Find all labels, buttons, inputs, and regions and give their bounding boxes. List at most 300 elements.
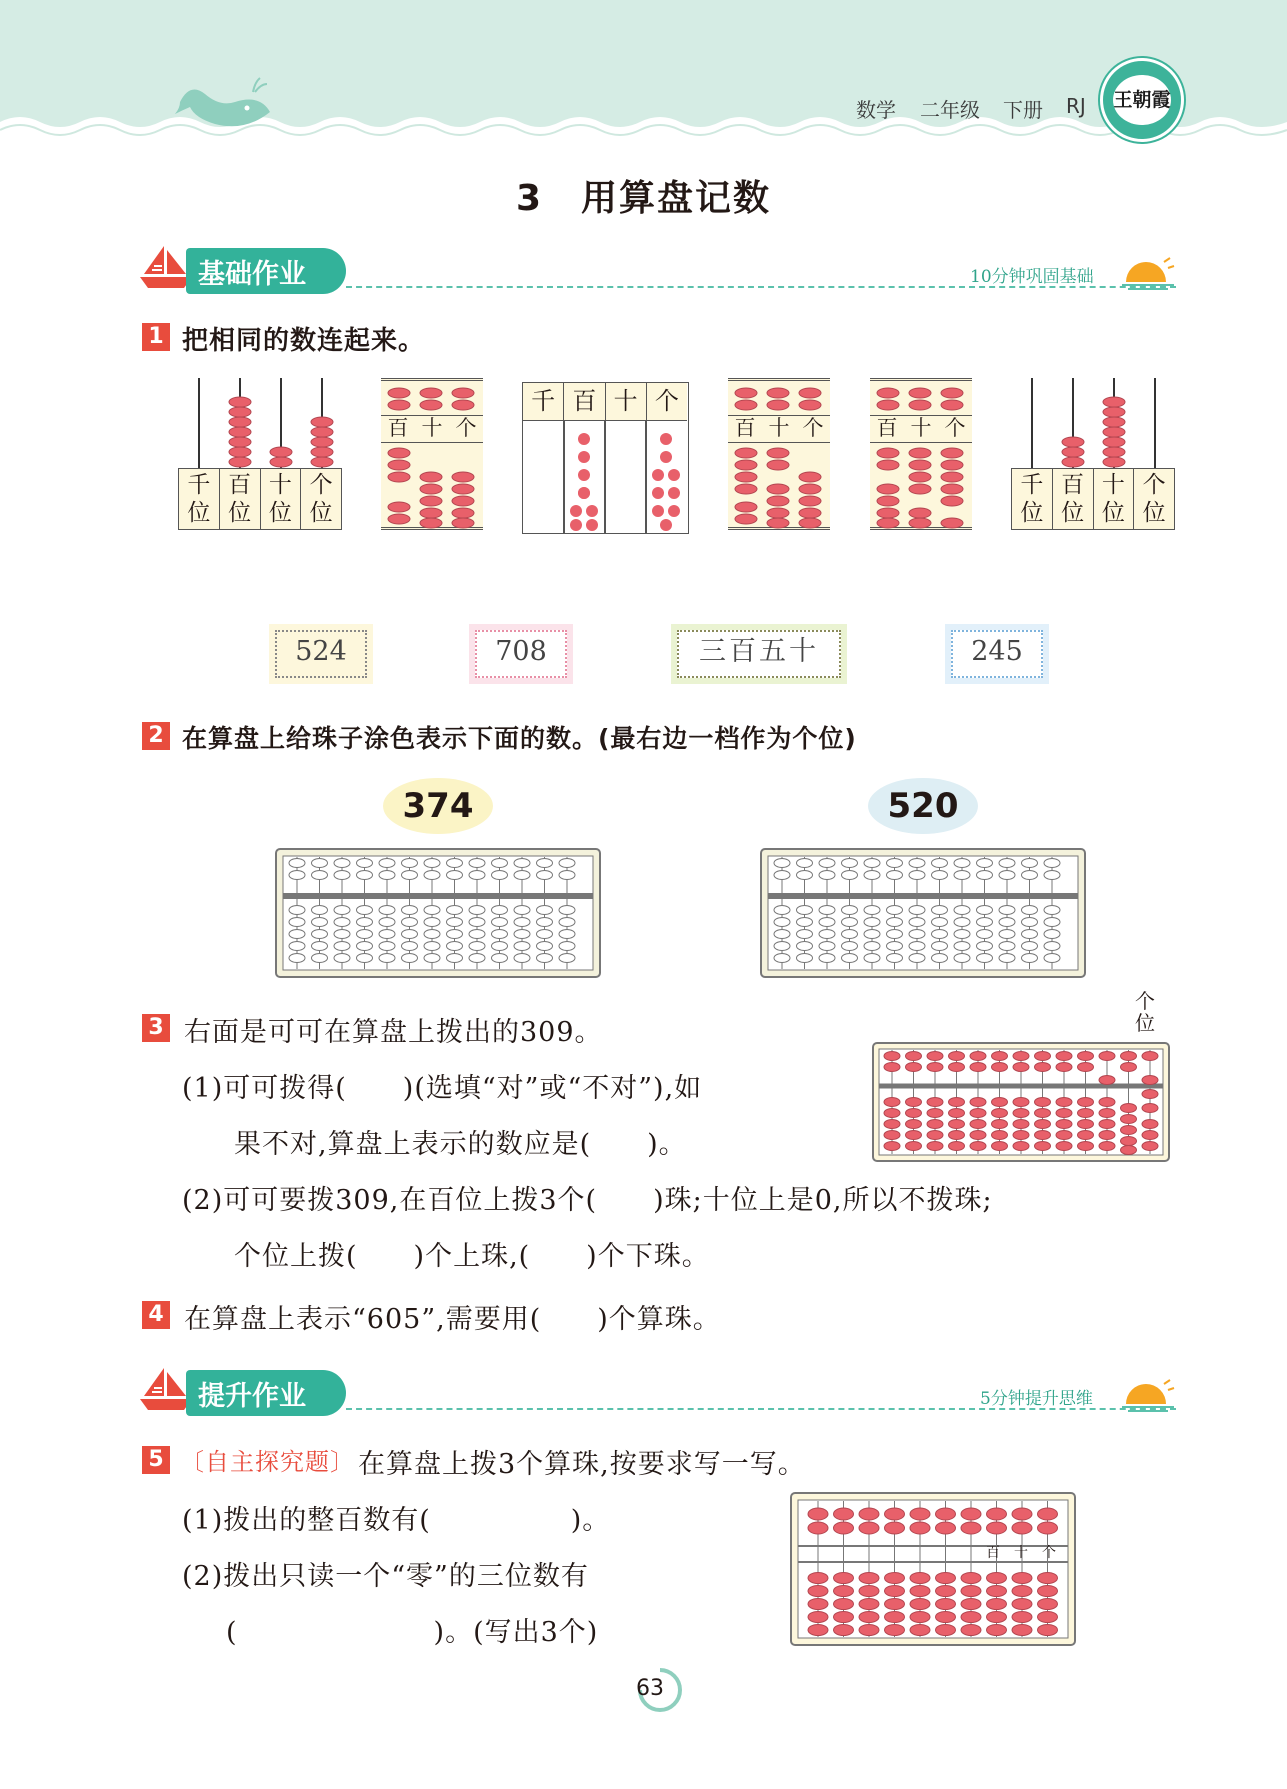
bead	[1056, 1131, 1072, 1140]
empty-bead	[537, 942, 553, 951]
empty-bead	[469, 871, 485, 880]
bead	[970, 1098, 986, 1107]
empty-bead	[289, 871, 305, 880]
empty-bead	[797, 906, 813, 915]
empty-bead	[909, 930, 925, 939]
empty-bead	[334, 906, 350, 915]
empty-bead	[797, 930, 813, 939]
abacus-label: 个	[944, 416, 966, 440]
q2-abacus-a[interactable]	[275, 848, 601, 978]
bead	[992, 1063, 1008, 1072]
abacus-a-beads	[381, 381, 483, 531]
counter-label: 百位	[220, 469, 261, 529]
empty-bead	[842, 942, 858, 951]
bead	[992, 1120, 1008, 1129]
counter-a-base	[178, 468, 342, 530]
bead	[910, 1625, 930, 1636]
bead	[834, 1612, 854, 1623]
empty-bead	[379, 942, 395, 951]
empty-bead	[999, 859, 1015, 868]
empty-bead	[334, 954, 350, 963]
empty-bead	[402, 859, 418, 868]
bead	[1056, 1120, 1072, 1129]
empty-bead	[1022, 871, 1038, 880]
bead	[949, 1109, 965, 1118]
empty-bead	[842, 906, 858, 915]
q1-number: 1	[142, 323, 170, 351]
bead	[884, 1142, 900, 1151]
bead	[1035, 1098, 1051, 1107]
bead	[961, 1599, 981, 1610]
counter-b-base	[1011, 468, 1175, 530]
empty-bead	[559, 906, 575, 915]
bead	[927, 1109, 943, 1118]
abacus-label: 百	[387, 416, 409, 440]
q5-part2-line1: (2)拨出只读一个“零”的三位数有	[182, 1561, 589, 1592]
bead	[1078, 1098, 1094, 1107]
bead	[885, 1522, 905, 1534]
empty-bead	[887, 954, 903, 963]
sailboat-icon	[140, 244, 192, 290]
bead	[987, 1625, 1007, 1636]
bead	[949, 1131, 965, 1140]
bead	[859, 1522, 879, 1534]
bead	[1035, 1109, 1051, 1118]
counter-label: 个位	[1142, 472, 1166, 526]
bead	[834, 1586, 854, 1597]
empty-bead	[402, 954, 418, 963]
bead	[987, 1508, 1007, 1520]
bead	[1142, 1104, 1158, 1113]
empty-bead	[424, 871, 440, 880]
bead	[1121, 1115, 1137, 1124]
section-basic-label: 基础作业	[198, 259, 306, 290]
bead	[1038, 1573, 1058, 1584]
empty-bead	[559, 859, 575, 868]
empty-bead	[819, 918, 835, 927]
empty-bead	[424, 906, 440, 915]
bead	[961, 1612, 981, 1623]
bead	[1038, 1522, 1058, 1534]
empty-bead	[1022, 954, 1038, 963]
answer-value: 524	[295, 636, 347, 667]
empty-bead	[492, 942, 508, 951]
bead	[859, 1599, 879, 1610]
empty-bead	[977, 942, 993, 951]
bead	[1035, 1142, 1051, 1151]
q2-text: 在算盘上给珠子涂色表示下面的数。(最右边一档作为个位)	[182, 724, 857, 753]
empty-bead	[864, 859, 880, 868]
empty-bead	[909, 871, 925, 880]
bead	[936, 1522, 956, 1534]
bead	[987, 1522, 1007, 1534]
empty-bead	[447, 906, 463, 915]
bead	[961, 1586, 981, 1597]
empty-bead	[447, 859, 463, 868]
empty-bead	[999, 906, 1015, 915]
empty-bead	[312, 859, 328, 868]
bead	[884, 1120, 900, 1129]
empty-bead	[999, 871, 1015, 880]
counter-a-beads	[178, 378, 342, 470]
bead	[1035, 1120, 1051, 1129]
q3-part2-line2: 个位上拨( )个上珠,( )个下珠。	[234, 1241, 710, 1272]
bead	[1099, 1109, 1115, 1118]
section-advanced-label: 提升作业	[198, 1381, 306, 1412]
abacus-label: 个	[802, 416, 824, 440]
empty-bead	[1044, 954, 1060, 963]
empty-bead	[402, 930, 418, 939]
bead	[1012, 1599, 1032, 1610]
empty-bead	[1044, 871, 1060, 880]
bead	[885, 1625, 905, 1636]
empty-bead	[514, 859, 530, 868]
empty-bead	[819, 871, 835, 880]
empty-bead	[469, 930, 485, 939]
empty-bead	[954, 918, 970, 927]
empty-bead	[909, 942, 925, 951]
abacus-label: 个	[455, 416, 477, 440]
bead	[987, 1612, 1007, 1623]
bead	[1121, 1104, 1137, 1113]
empty-bead	[977, 930, 993, 939]
q5-part2-line2: ( )。(写出3个)	[226, 1617, 599, 1648]
counter-label: 千位	[179, 469, 220, 529]
section-advanced-tab	[186, 1370, 346, 1416]
q3-ones-label: 个位	[1135, 989, 1155, 1035]
bead	[970, 1142, 986, 1151]
empty-bead	[774, 906, 790, 915]
empty-bead	[864, 930, 880, 939]
sunset-icon	[1120, 1376, 1176, 1416]
bead	[1012, 1522, 1032, 1534]
empty-bead	[514, 906, 530, 915]
empty-bead	[1044, 930, 1060, 939]
bead	[834, 1508, 854, 1520]
empty-bead	[334, 859, 350, 868]
answer-box-1[interactable]	[269, 624, 373, 684]
bead	[1013, 1142, 1029, 1151]
empty-bead	[932, 918, 948, 927]
empty-bead	[559, 930, 575, 939]
bead	[906, 1120, 922, 1129]
bead	[1078, 1052, 1094, 1061]
q3-abacus	[872, 1042, 1170, 1162]
counter-label: 十位	[1094, 469, 1135, 529]
empty-bead	[492, 954, 508, 963]
empty-bead	[312, 906, 328, 915]
empty-bead	[424, 930, 440, 939]
empty-bead	[447, 942, 463, 951]
header-grade: 二年级	[920, 98, 980, 122]
abacus-label: 个	[1042, 1545, 1056, 1561]
empty-bead	[492, 871, 508, 880]
empty-bead	[357, 942, 373, 951]
bead	[992, 1131, 1008, 1140]
empty-bead	[289, 930, 305, 939]
empty-bead	[334, 930, 350, 939]
empty-bead	[289, 954, 305, 963]
q1-counter-a	[178, 378, 342, 530]
empty-bead	[312, 918, 328, 927]
bead	[1012, 1508, 1032, 1520]
empty-bead	[424, 942, 440, 951]
bead	[808, 1522, 828, 1534]
empty-bead	[312, 871, 328, 880]
empty-bead	[977, 918, 993, 927]
bead	[1078, 1120, 1094, 1129]
abacus-label: 十	[421, 416, 443, 440]
lesson-title: 3 用算盘记数	[515, 178, 772, 219]
page-number: 63	[636, 1676, 664, 1701]
q3-part1-line1: (1)可可拨得( )(选填“对”或“不对”),如	[182, 1073, 703, 1104]
empty-bead	[797, 942, 813, 951]
bead	[884, 1098, 900, 1107]
bead	[936, 1508, 956, 1520]
empty-bead	[379, 906, 395, 915]
empty-bead	[887, 859, 903, 868]
empty-bead	[797, 954, 813, 963]
counter-label: 十位	[261, 469, 302, 529]
empty-bead	[932, 906, 948, 915]
q1-abacus-c	[870, 378, 972, 530]
bead	[1013, 1098, 1029, 1107]
empty-bead	[819, 906, 835, 915]
empty-bead	[447, 954, 463, 963]
bead	[906, 1131, 922, 1140]
bead	[859, 1586, 879, 1597]
bead	[1038, 1508, 1058, 1520]
empty-bead	[887, 942, 903, 951]
bead	[970, 1052, 986, 1061]
bead	[1012, 1612, 1032, 1623]
bead	[1056, 1063, 1072, 1072]
bead	[1142, 1052, 1158, 1061]
q3-part1-line2: 果不对,算盘上表示的数应是( )。	[234, 1129, 687, 1160]
empty-bead	[537, 859, 553, 868]
empty-bead	[334, 871, 350, 880]
empty-bead	[774, 859, 790, 868]
empty-bead	[909, 954, 925, 963]
q4-number: 4	[142, 1301, 170, 1329]
bead	[1142, 1142, 1158, 1151]
bead	[1035, 1052, 1051, 1061]
bead	[1038, 1586, 1058, 1597]
bead	[992, 1142, 1008, 1151]
empty-bead	[537, 918, 553, 927]
empty-bead	[932, 871, 948, 880]
bead	[885, 1508, 905, 1520]
q3-part2-line1: (2)可可要拨309,在百位上拨3个( )珠;十位上是0,所以不拨珠;	[182, 1185, 993, 1216]
bead	[885, 1599, 905, 1610]
bead	[910, 1599, 930, 1610]
empty-bead	[559, 918, 575, 927]
q5-part1: (1)拨出的整百数有( )。	[182, 1505, 611, 1536]
bead	[1012, 1625, 1032, 1636]
bead	[987, 1599, 1007, 1610]
empty-bead	[379, 859, 395, 868]
brand-logo-text: 王朝霞	[1113, 75, 1171, 125]
counter-label: 个位	[309, 472, 333, 526]
bead	[961, 1522, 981, 1534]
empty-bead	[357, 930, 373, 939]
empty-bead	[447, 930, 463, 939]
bead	[949, 1142, 965, 1151]
bead	[906, 1109, 922, 1118]
bead	[834, 1573, 854, 1584]
bead	[936, 1586, 956, 1597]
empty-bead	[954, 906, 970, 915]
bead	[1035, 1131, 1051, 1140]
bead	[987, 1586, 1007, 1597]
place-label: 十	[606, 383, 647, 420]
empty-bead	[469, 906, 485, 915]
header-subject: 数学	[856, 98, 896, 122]
empty-bead	[447, 871, 463, 880]
empty-bead	[469, 918, 485, 927]
bead	[1099, 1098, 1115, 1107]
empty-bead	[424, 954, 440, 963]
empty-bead	[954, 859, 970, 868]
bead	[927, 1098, 943, 1107]
empty-bead	[819, 942, 835, 951]
abacus-c-beads	[870, 381, 972, 531]
bead	[1142, 1120, 1158, 1129]
empty-bead	[357, 859, 373, 868]
empty-bead	[774, 918, 790, 927]
empty-bead	[1022, 942, 1038, 951]
bead	[906, 1098, 922, 1107]
answer-box-2[interactable]	[469, 624, 573, 684]
bead	[910, 1586, 930, 1597]
empty-bead	[1022, 906, 1038, 915]
empty-bead	[774, 942, 790, 951]
abacus-label: 百	[876, 416, 898, 440]
bead	[1078, 1142, 1094, 1151]
bead	[949, 1098, 965, 1107]
bead	[1078, 1063, 1094, 1072]
empty-bead	[537, 930, 553, 939]
bead	[1142, 1076, 1158, 1085]
empty-bead	[379, 930, 395, 939]
bead	[906, 1052, 922, 1061]
bead	[1078, 1109, 1094, 1118]
empty-bead	[514, 930, 530, 939]
empty-bead	[289, 918, 305, 927]
empty-bead	[559, 954, 575, 963]
empty-bead	[514, 954, 530, 963]
bead	[808, 1508, 828, 1520]
empty-bead	[492, 906, 508, 915]
bead	[1121, 1137, 1137, 1146]
empty-bead	[1044, 859, 1060, 868]
empty-bead	[312, 930, 328, 939]
answer-box-4[interactable]	[945, 624, 1049, 684]
bead	[1078, 1131, 1094, 1140]
empty-bead	[909, 906, 925, 915]
empty-bead	[864, 942, 880, 951]
q2-abacus-b[interactable]	[760, 848, 1086, 978]
bead	[859, 1508, 879, 1520]
empty-bead	[909, 918, 925, 927]
whale-icon	[175, 72, 275, 132]
bead	[936, 1625, 956, 1636]
place-chart-header	[523, 383, 687, 421]
q5-abacus	[790, 1492, 1076, 1646]
empty-bead	[1044, 918, 1060, 927]
bead	[910, 1522, 930, 1534]
section-basic-tab	[186, 248, 346, 294]
abacus-b-beads	[728, 381, 830, 531]
empty-bead	[999, 954, 1015, 963]
bead	[970, 1120, 986, 1129]
bead	[1012, 1586, 1032, 1597]
bead	[1035, 1063, 1051, 1072]
bead	[936, 1599, 956, 1610]
bead	[859, 1625, 879, 1636]
empty-bead	[842, 930, 858, 939]
empty-bead	[819, 930, 835, 939]
empty-bead	[864, 918, 880, 927]
empty-bead	[1044, 906, 1060, 915]
section-advanced-side: 5分钟提升思维	[980, 1389, 1093, 1409]
q5-abacus-labels	[986, 1543, 1056, 1563]
bead	[859, 1573, 879, 1584]
bead	[1013, 1063, 1029, 1072]
empty-bead	[379, 954, 395, 963]
empty-bead	[842, 859, 858, 868]
answer-box-3[interactable]	[671, 624, 847, 684]
bead	[970, 1063, 986, 1072]
abacus-label: 百	[986, 1545, 1000, 1561]
empty-bead	[514, 918, 530, 927]
empty-bead	[999, 942, 1015, 951]
bead	[834, 1522, 854, 1534]
empty-bead	[1022, 918, 1038, 927]
empty-bead	[932, 930, 948, 939]
q3-abacus-drawing	[872, 1042, 1170, 1162]
bead	[970, 1131, 986, 1140]
empty-bead	[289, 942, 305, 951]
bead	[910, 1508, 930, 1520]
bead	[927, 1131, 943, 1140]
empty-bead	[909, 859, 925, 868]
empty-bead	[379, 918, 395, 927]
header-volume: 下册	[1003, 98, 1043, 122]
empty-bead	[999, 918, 1015, 927]
empty-bead	[492, 918, 508, 927]
empty-bead	[559, 942, 575, 951]
empty-abacus-a	[275, 848, 601, 978]
empty-bead	[819, 859, 835, 868]
abacus-label: 百	[734, 416, 756, 440]
empty-bead	[1022, 930, 1038, 939]
bead	[1099, 1052, 1115, 1061]
bead	[1013, 1109, 1029, 1118]
empty-bead	[932, 859, 948, 868]
bead	[1121, 1146, 1137, 1155]
bead	[1099, 1120, 1115, 1129]
bead	[992, 1098, 1008, 1107]
bead	[885, 1573, 905, 1584]
bead	[1099, 1131, 1115, 1140]
empty-bead	[492, 859, 508, 868]
counter-label: 千位	[1012, 469, 1053, 529]
empty-bead	[312, 942, 328, 951]
bead	[1099, 1142, 1115, 1151]
bead	[936, 1573, 956, 1584]
bead	[1121, 1063, 1137, 1072]
